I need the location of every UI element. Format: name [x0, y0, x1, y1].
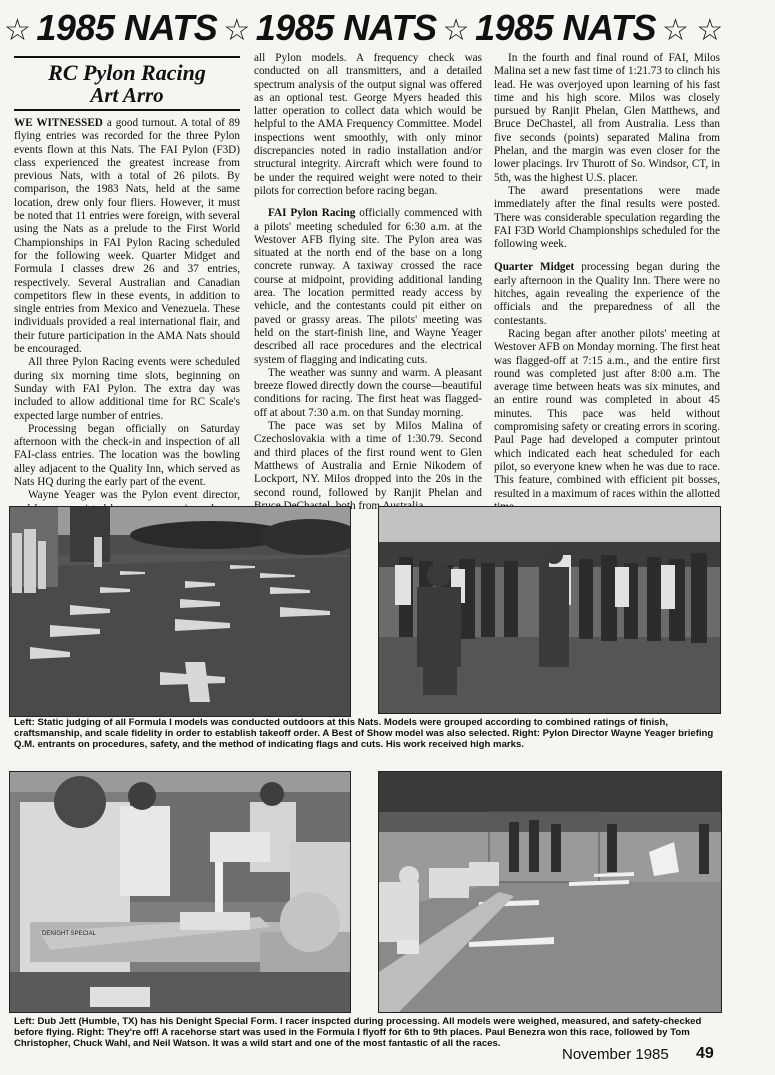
star-icon: ☆: [442, 14, 470, 47]
banner-text-3: 1985 NATS: [475, 7, 656, 48]
nats-banner: [0, 6, 775, 50]
photo-static-judging-image: [10, 507, 350, 716]
banner-text-2: 1985 NATS: [255, 7, 437, 48]
article-column-2: [254, 52, 482, 513]
star-icon: ☆: [4, 14, 31, 47]
subheading: FAI Pylon Racing: [268, 207, 356, 220]
paragraph: In the fourth and final round of FAI, Milos Malina set a new fast time of 1:21.73 to clinch his lead. He was overjoyed upon learning of his fast time and his high score. Milos was closely pursued by Ranjit Phelan, Glen Matthews, and Bruce DeChastel, all from Australia. Less than five seconds (points) separated Malina from Phelan, and the margin was even closer for the lower placings. Irv Thurott of So. Windsor, CT, in 5th, was the highest U.S. placer.: [494, 52, 720, 184]
paragraph-text: a good turnout. A total of 89 flying entries was recorded for the three Pylon events flown at this Nats. The FAI Pylon (F3D) class experienced the greatest increase from previous Nats, with a total of 26 pilots. By comparison, the 1983 Nats, held at the same location, drew only four fliers. However, it must be noted that 11 entries were foreign, with several using the Nats as a prelude to the First World Championships in FAI Pylon Racing scheduled for the following week. Quarter Midget and Formula I classes drew 26 and 37 entries, respectively. Several Australian and Canadian competitors flew in these events, in addition to single entries from Mexico and Venezuela. These individuals provided a real international flair, and their future participation in the AMA Nats should be encouraged.: [14, 117, 240, 356]
star-icon: ☆: [661, 14, 689, 47]
photo-processing-image: [10, 772, 350, 1012]
banner-text-1: 1985 NATS: [36, 7, 218, 48]
article-column-1: [14, 52, 240, 529]
article-heading: [14, 56, 240, 111]
paragraph: [494, 261, 720, 327]
article-author: Art Arro: [90, 83, 164, 107]
paragraph-lead: WE WITNESSED: [14, 117, 103, 129]
photo-race-start-image: [379, 772, 721, 1012]
issue-date: November 1985: [562, 1046, 669, 1063]
paragraph-text: officially commenced with a pilots' meeting scheduled for 6:30 a.m. at the Westover AFB flying site. The Pylon area was situated at the north end of the base on a long concrete runway. A taxiway crossed the race course at midpoint, providing additional landing area. The location permitted ready access by vehicle, and the contestants could pit either on paved or grassy areas. The pilots' meeting was held on the start-finish line, and Wayne Yeager described all race procedures and the electrical system of flagging and indicating cuts.: [254, 207, 482, 366]
page-number: 49: [696, 1045, 714, 1062]
paragraph: Processing began officially on Saturday afternoon with the check-in and inspection of all FAI-class entries. The location was the bowling alley adjacent to the Quality Inn, which served as Nats HQ during the early part of the event.: [14, 422, 240, 489]
paragraph: all Pylon models. A frequency check was conducted on all transmitters, and a detailed spectrum analysis of the output signal was offered as an optional test. George Myers headed this latter operation to collect data which would be helpful to the AMA Frequency Committee. Model inspections went smoothly, with only minor discrepancies noted in radio installation and/or structural integrity. Aircraft which were found to be under the required weight were noted to their pilots for correction before racing began.: [254, 52, 482, 197]
photo-race-start: [378, 771, 722, 1013]
paragraph: The pace was set by Milos Malina of Czechoslovakia with a time of 1:30.79. Second and third places of the first round went to Glen Matthews of Australia and Ernie Nikodem of Lockport, NY. Milos dropped into the 20s in the second round, followed by Ranjit Phelan and from: [254, 420, 482, 512]
subheading: Quarter Midget: [494, 261, 575, 274]
caption-top: Left: Static judging of all Formula I models was conducted outdoors at this Nats. Models were grouped according to combined ratings of finish, craftsmanship, and scale fidelity in order to establish takeoff order. A Best of Show model was also selected. Right: Pylon Director Wayne Yeager briefing Q.M. entrants on procedures, safety, and the method of indicating flags and cuts. His work received high marks.: [14, 717, 714, 751]
photo-processing: [9, 771, 351, 1013]
photo-static-judging: [9, 506, 351, 717]
star-icon: ☆: [223, 14, 250, 47]
caption-bottom: Left: Dub Jett (Humble, TX) has his Denight Special Form. I racer inspcted during processing. All models were weighed, measured, and safety-checked before flying. Right: They're off! A racehorse start was used in the Formula I flyoff for 6th to 9th places. Paul Benezra won this race, followed by Tom Christopher, Chuck Wahl, and Neil Watson. It was a wild start and one of the most fantastic of all the races.: [14, 1016, 702, 1050]
article-column-3: [494, 52, 720, 527]
paragraph: [14, 117, 240, 356]
paragraph: The weather was sunny and warm. A pleasant breeze flowed directly down the course—beautiful conditions for racing. The first heat was flagged-off at about 7:30 a.m. on that Sunday morning.: [254, 366, 482, 419]
model-label: DENIGHT SPECIAL: [42, 931, 96, 937]
photo-briefing: [378, 506, 721, 714]
paragraph: Racing began after another pilots' meeting at Westover AFB on Monday morning. The first heat was flagged-off at 7:15 a.m., and the entire first round was completed just after 8:00 a.m. The average time between heats was six minutes, and an entire round was completed in about 45 minutes. This pace was held without compromising safety or creating errors in scoring. Paul Page had developed a computer printout which indicated each heat scheduled for each pilot, so everyone knew when he was due to race. This feature, combined with efficient pit bosses, resulted in a maximum of races within the allotted: [494, 327, 720, 500]
paragraph: [254, 207, 482, 367]
paragraph: All three Pylon Racing events were scheduled during six morning time slots, beginning on Sunday with FAI Pylon. The extra day was included to allow additional time for RC Scale's expected large number of entries.: [14, 356, 240, 422]
paragraph-text: processing began during the early afternoon in the Quality Inn. There were no hitches, again revealing the experience of the officials and the preparedness of all the contestants.: [494, 261, 720, 327]
star-icon: ☆: [696, 14, 723, 47]
photo-briefing-image: [379, 507, 720, 713]
paragraph: Wayne Yeager was the Pylon event director,: [28, 489, 240, 502]
paragraph: The award presentations were made immediately after the final results were posted. There was considerable speculation regarding the FAI F3D World Championships scheduled for the following week.: [494, 184, 720, 251]
article-title: RC Pylon Racing: [48, 60, 206, 85]
